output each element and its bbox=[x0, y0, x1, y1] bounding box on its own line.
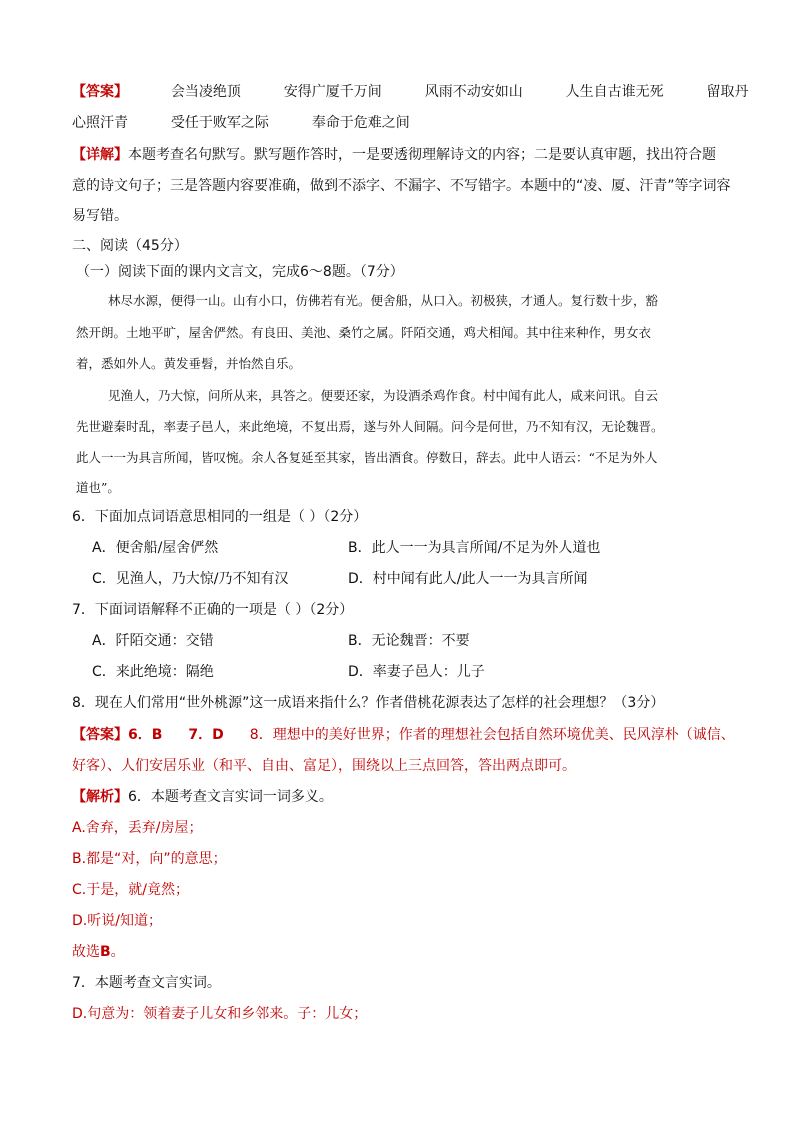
analysis-choose-text: 故选 bbox=[72, 944, 100, 960]
q7-stem: 7．下面词语解释不正确的一项是（ ）（2分） bbox=[72, 602, 354, 618]
q6-option-b: B．此人一一为具言所闻/不足为外人道也 bbox=[348, 540, 601, 556]
passage-line: 着，悉如外人。黄发垂髫，并怡然自乐。 bbox=[76, 356, 302, 371]
answer-8: 8．理想中的美好世界；作者的理想社会包括自然环境优美、民风淳朴（诚信、 bbox=[249, 727, 735, 743]
answer2-line1 bbox=[72, 725, 735, 745]
q7-option-d: D．率妻子邑人：儿子 bbox=[348, 664, 485, 680]
answer-item: 安得广厦千万间 bbox=[283, 84, 382, 100]
passage-line: 先世避秦时乱，率妻子邑人，来此绝境，不复出焉，遂与外人间隔。问今是何世，乃不知有汉，无论魏晋。 bbox=[76, 419, 664, 434]
answer-7: 7．D bbox=[188, 727, 224, 743]
analysis-q6-head: 6．本题考查文言实词一词多义。 bbox=[128, 789, 333, 805]
detail-text: 本题考查名句默写。默写题作答时，一是要透彻理解诗文的内容；二是要认真审题，找出符合题 bbox=[128, 147, 716, 163]
answer1-line2 bbox=[72, 113, 410, 133]
analysis-line1 bbox=[72, 787, 333, 807]
section-title: 二、阅读（45分） bbox=[72, 238, 188, 254]
analysis-b-text: 都是“对，向”的意思； bbox=[86, 851, 227, 867]
answer-item: 受任于败军之际 bbox=[170, 115, 269, 131]
analysis-a-label: A. bbox=[72, 820, 86, 836]
detail-tag: 【详解】 bbox=[72, 147, 128, 163]
analysis-choose-answer: B bbox=[100, 944, 111, 960]
analysis-q7-head: 7．本题考查文言实词。 bbox=[72, 975, 221, 991]
answer-item: 人生自古谁无死 bbox=[565, 84, 664, 100]
passage-line: 此人一一为具言所闻，皆叹惋。余人各复延至其家，皆出酒食。停数日，辞去。此中人语云：“不足为外人 bbox=[76, 450, 658, 465]
answer-item: 留取丹 bbox=[706, 84, 749, 100]
analysis-q7-d-label: D. bbox=[72, 1006, 88, 1022]
answer2-line2: 好客）、人们安居乐业（和平、自由、富足），围绕以上三点回答，答出两点即可。 bbox=[72, 758, 576, 774]
analysis-c-label: C. bbox=[72, 882, 87, 898]
analysis-d-text: 听说/知道； bbox=[87, 913, 162, 929]
q7-option-b: B．无论魏晋：不要 bbox=[348, 633, 470, 649]
answer1-line1 bbox=[72, 82, 749, 102]
q6-stem: 6．下面加点词语意思相同的一组是（ ）（2分） bbox=[72, 509, 368, 525]
analysis-d-label: D. bbox=[72, 913, 88, 929]
answer-tag: 【答案】 bbox=[72, 727, 128, 743]
q8-stem: 8．现在人们常用“世外桃源”这一成语来指什么？作者借桃花源表达了怎样的社会理想？（3分） bbox=[72, 695, 665, 711]
passage-line: 道也”。 bbox=[76, 480, 120, 495]
q6-option-c: C．见渔人，乃大惊/乃不知有汉 bbox=[92, 571, 289, 587]
answer-item: 心照汗青 bbox=[72, 115, 128, 131]
detail-line1 bbox=[72, 145, 716, 165]
q6-option-d: D．村中闻有此人/此人一一为具言所闻 bbox=[348, 571, 588, 587]
analysis-d bbox=[72, 911, 162, 931]
analysis-a bbox=[72, 818, 203, 838]
answer-6: 6．B bbox=[128, 727, 163, 743]
analysis-tag: 【解析】 bbox=[72, 789, 128, 805]
analysis-b bbox=[72, 849, 227, 869]
analysis-c-text: 于是，就/竟然； bbox=[86, 882, 189, 898]
analysis-a-text: 舍弃，丢弃/房屋； bbox=[85, 820, 203, 836]
passage-line: 然开朗。土地平旷，屋舍俨然。有良田、美池、桑竹之属。阡陌交通，鸡犬相闻。其中往来种作，男女衣 bbox=[76, 325, 652, 340]
q7-option-c: C．来此绝境：隔绝 bbox=[92, 664, 214, 680]
analysis-q7-d bbox=[72, 1004, 367, 1024]
detail-line2: 意的诗文句子；三是答题内容要准确，做到不添字、不漏字、不写错字。本题中的“凌、厦、汗青”等字词容 bbox=[72, 178, 731, 194]
analysis-c bbox=[72, 880, 189, 900]
q7-option-a: A．阡陌交通：交错 bbox=[92, 633, 214, 649]
analysis-b-label: B. bbox=[72, 851, 87, 867]
analysis-choose-end: 。 bbox=[110, 944, 125, 960]
analysis-choose bbox=[72, 942, 125, 962]
detail-line3: 易写错。 bbox=[72, 208, 128, 224]
q6-option-a: A．便舍船/屋舍俨然 bbox=[92, 540, 219, 556]
answer-tag: 【答案】 bbox=[72, 84, 128, 100]
passage-line: 林尽水源，便得一山。山有小口，仿佛若有光。便舍船，从口入。初极狭，才通人。复行数十步，豁 bbox=[108, 293, 659, 308]
section-subtitle: （一）阅读下面的课内文言文，完成6～8题。（7分） bbox=[76, 264, 404, 280]
answer-item: 奉命于危难之间 bbox=[311, 115, 410, 131]
passage-line: 见渔人，乃大惊，问所从来，具答之。便要还家，为设酒杀鸡作食。村中闻有此人，咸来问讯。自云 bbox=[108, 388, 659, 403]
answer-item: 会当凌绝顶 bbox=[170, 84, 241, 100]
answer-item: 风雨不动安如山 bbox=[424, 84, 523, 100]
analysis-q7-d-text: 句意为：领着妻子儿女和乡邻来。子：儿女； bbox=[87, 1006, 368, 1022]
